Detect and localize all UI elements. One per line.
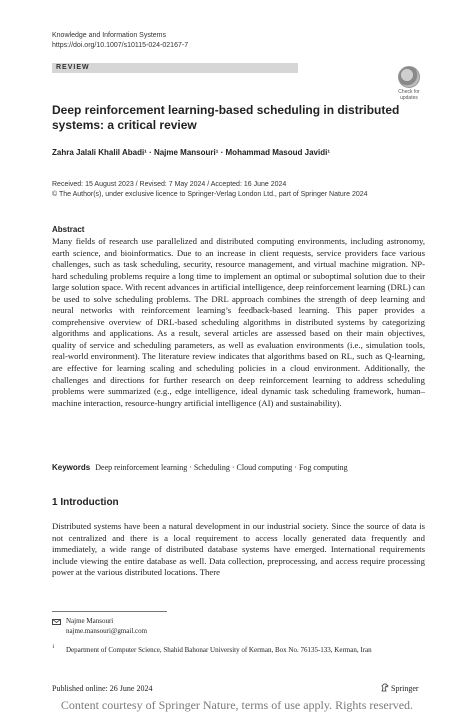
badge-label: Check for updates [398, 89, 420, 101]
corresponding-author-name: Najme Mansouri [66, 617, 114, 625]
abstract-heading: Abstract [52, 225, 85, 234]
affiliation-text: Department of Computer Science, Shahid Bahonar University of Kerman, Box No. 76135-133, Kerman, Iran [66, 646, 372, 654]
envelope-icon [52, 619, 61, 625]
keywords-line [52, 462, 425, 473]
article-title: Deep reinforcement learning-based scheduling in distributed systems: a critical review [52, 103, 400, 132]
check-for-updates-badge[interactable] [394, 66, 424, 102]
article-type-bar [52, 63, 298, 73]
footnote-divider [52, 611, 167, 612]
publisher-name: Springer [391, 684, 419, 693]
abstract-text: Many fields of research use parallelized and distributed computing environments, including astronomy, earth science, and bioinformatics. Due to an increase in client requests, service providers face various challenges, such as task scheduling, security, resource management, and virtual machine migration. NP-hard scheduling problems require a long time to implement an optimal or suboptimal solution due to their large solution space. With recent advances in artificial intelligence, deep reinforcement learning (DRL) can be used to solve scheduling problems. The DRL approach combines the strength of deep learning and neural networks with reinforcement learning’s feedback-based learning. This paper provides a comprehensive overview of DRL-based scheduling algorithms in distributed systems by categorizing algorithms and applications. As a result, several articles are assessed based on their main objectives, quality of service and scheduling parameters, as well as evaluation environments (i.e., simulation tools, real-world environment). The literature review indicates that algorithms based on RL, such as Q-learning, are effective for learning scaling and scheduling policies in a cloud environment. Additionally, the challenges and directions for further research on deep reinforcement learning to address scheduling problems were summarized (e.g., edge intelligence, ideal dynamic task scheduling framework, human–machine interaction, resource-hungry artificial intelligence (AI) and sustainability). [52, 236, 425, 408]
introduction-text: Distributed systems have been a natural development in our industrial society. Since the source of data is not centralized and there is a local requirement to access locally generated data frequently and immediately, a wide range of distributed database systems have emerged. International requirements include viewing the entire database as well. Data collection, preprocessing, and access require processing power at the various distributed locations. There [52, 521, 425, 578]
publisher-logo [381, 683, 419, 694]
check-for-updates-icon [398, 66, 420, 88]
copyright-line: © The Author(s), under exclusive licence to Springer-Verlag London Ltd., part of Springer Nature 2024 [52, 191, 368, 198]
journal-header [52, 31, 188, 51]
history-dates: Received: 15 August 2023 / Revised: 7 May 2024 / Accepted: 16 June 2024 [52, 181, 287, 188]
courtesy-watermark: Content courtesy of Springer Nature, terms of use apply. Rights reserved. [60, 698, 414, 712]
article-type-label: REVIEW [56, 64, 90, 71]
springer-horse-icon [381, 683, 389, 692]
journal-name: Knowledge and Information Systems [52, 32, 167, 39]
publication-history [52, 180, 432, 200]
affiliation-number: 1 [52, 645, 55, 650]
doi-link[interactable]: https://doi.org/10.1007/s10115-024-02167-7 [52, 42, 189, 49]
section-heading-introduction: 1 Introduction [52, 497, 119, 508]
keywords-text: Deep reinforcement learning · Scheduling · Cloud computing · Fog computing [95, 463, 348, 472]
corresponding-author-email[interactable]: najme.mansouri@gmail.com [66, 627, 148, 635]
published-date: Published online: 26 June 2024 [52, 684, 153, 693]
author-list: Zahra Jalali Khalil Abadi¹ · Najme Mansouri¹ · Mohammad Masoud Javidi¹ [52, 148, 330, 157]
keywords-label: Keywords [52, 463, 91, 472]
